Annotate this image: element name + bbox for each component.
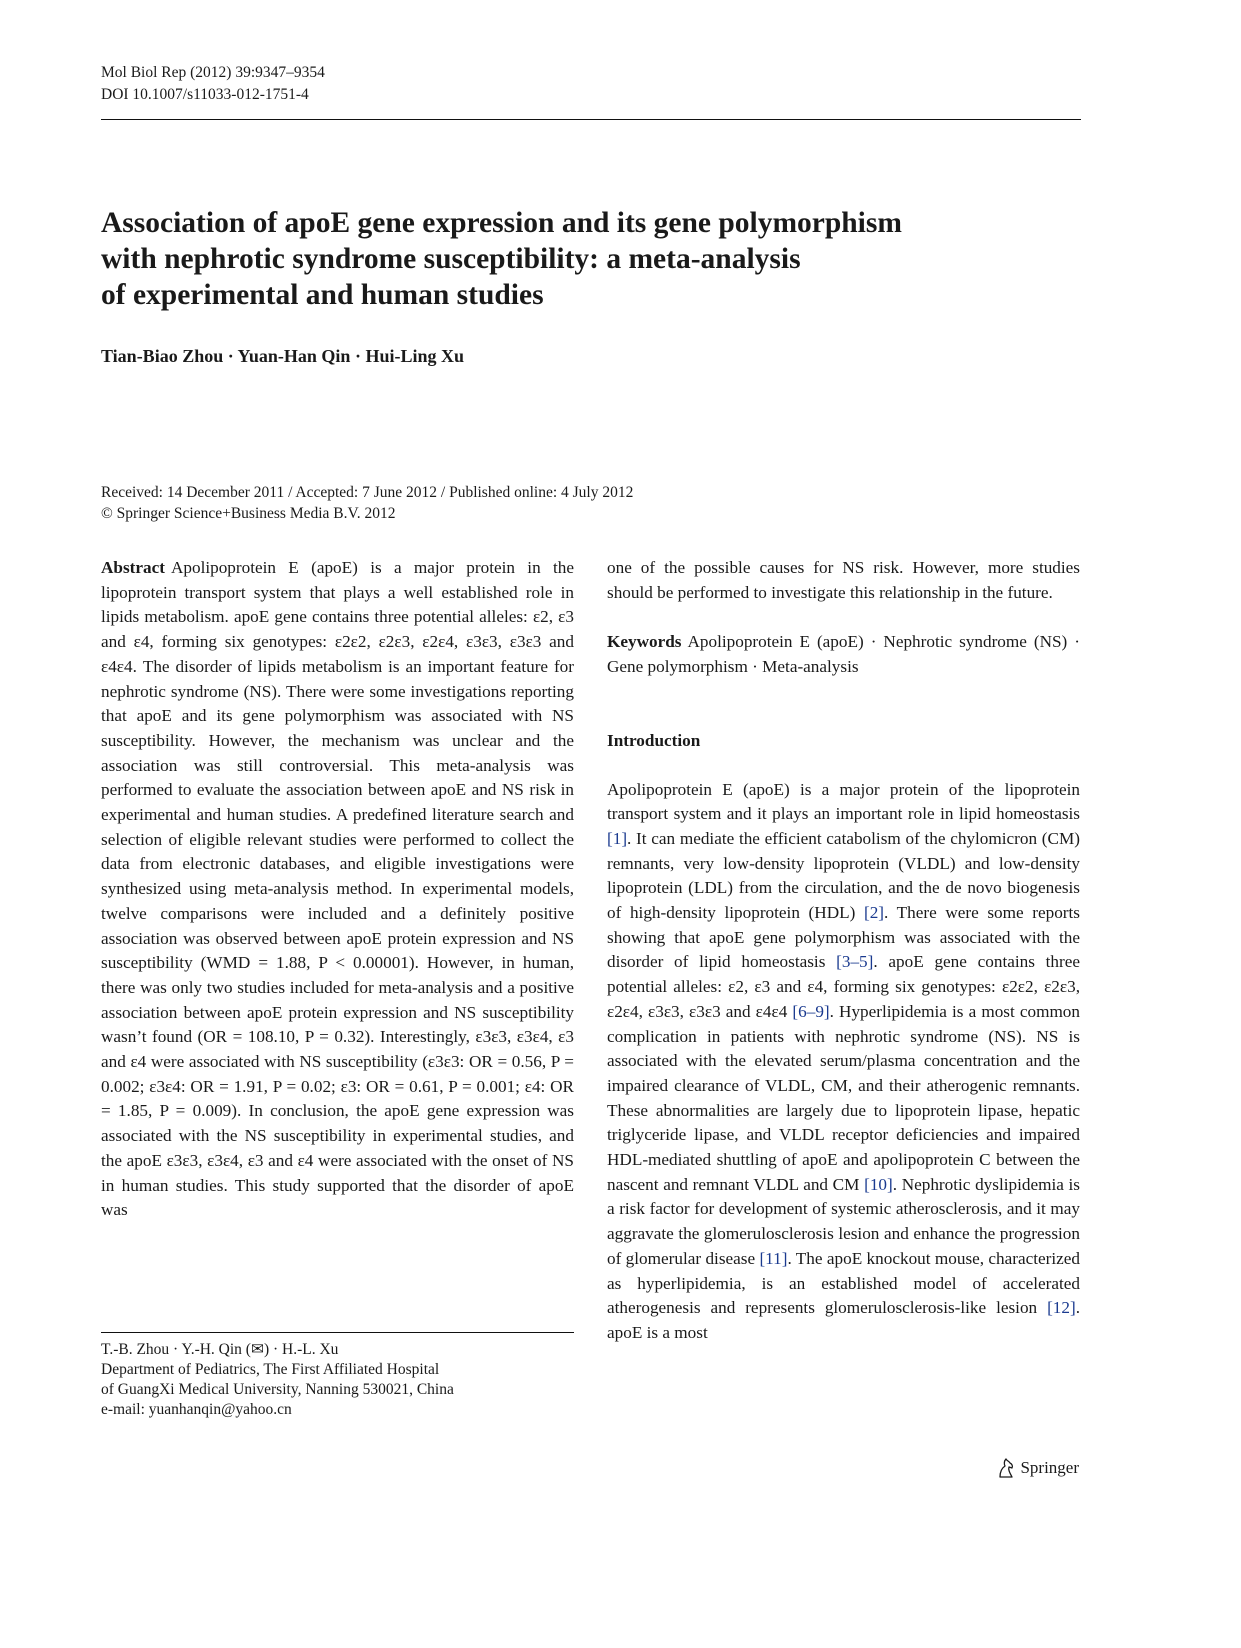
intro-text: . There were some reports showing that apoE gene polymorphism was associated with the disorder of lipid homeostasis <box>607 903 1080 972</box>
section-heading-introduction: Introduction <box>607 730 701 750</box>
copyright-line: © Springer Science+Business Media B.V. 2012 <box>101 505 396 522</box>
article-title <box>101 205 1061 313</box>
footnote-affiliation: Department of Pediatrics, The First Affiliated Hospital <box>101 1361 440 1378</box>
abstract-label: Abstract <box>101 558 165 577</box>
running-header <box>101 62 325 106</box>
intro-text: Apolipoprotein E (apoE) is a major protein of the lipoprotein transport system and it plays an important role in lipid homeostasis <box>607 779 1080 824</box>
right-column <box>607 556 1080 1346</box>
intro-text: . apoE is a most <box>607 1298 1080 1342</box>
citation-link[interactable]: [10] <box>864 1174 893 1194</box>
intro-text: . The apoE knockout mouse, characterized as hyperlipidemia, is an established model of accelerated atherogenesis and represents glomerulosclerosis-like lesion <box>607 1248 1081 1318</box>
header-rule <box>101 119 1081 120</box>
footnote-rule <box>101 1332 574 1333</box>
citation-link[interactable]: [6–9] <box>792 1001 830 1021</box>
intro-text: . apoE gene contains three potential alleles: ε2, ε3 and ε4, forming six genotypes: ε2ε2, ε2ε3, ε2ε4, ε3ε3, ε3ε3 and ε4ε4 <box>607 952 1080 1021</box>
title-line: Association of apoE gene expression and its gene polymorphism <box>101 207 902 239</box>
springer-horse-icon <box>996 1457 1016 1479</box>
author-footnote <box>101 1340 454 1420</box>
intro-text: . It can mediate the efficient catabolism of the chylomicron (CM) remnants, very low-density lipoprotein (VLDL) and low-density lipoprotein (LDL) from the circulation, and the de novo biogenesis of high-density lipoprotein (HDL) <box>607 828 1080 923</box>
citation-link[interactable]: [12] <box>1047 1298 1076 1318</box>
publisher-logo <box>996 1457 1079 1479</box>
footnote-affiliation: of GuangXi Medical University, Nanning 530021, China <box>101 1381 454 1398</box>
intro-text: . Hyperlipidemia is a most common complication in patients with nephrotic syndrome (NS). NS is associated with the elevated serum/plasma concentration and the impaired clearance of VLDL, CM, and their atherogenic remnants. These abnormalities are largely due to lipoprotein lipase, hepatic triglyceride lipase, and VLDL receptor deficiencies and impaired HDL-mediated shuttling of apoE and apolipoprotein C between the nascent and remnant VLDL and CM <box>607 1001 1080 1194</box>
journal-citation: Mol Biol Rep (2012) 39:9347–9354 <box>101 64 325 81</box>
author-list: Tian-Biao Zhou · Yuan-Han Qin · Hui-Ling Xu <box>101 346 464 366</box>
article-history <box>101 482 633 524</box>
publisher-name: Springer <box>1020 1458 1079 1477</box>
citation-link[interactable]: [2] <box>863 903 885 923</box>
keywords-text: Apolipoprotein E (apoE) · Nephrotic syndrome (NS) · Gene polymorphism · Meta-analysis <box>607 632 1080 677</box>
footnote-email[interactable]: e-mail: yuanhanqin@yahoo.cn <box>101 1401 292 1418</box>
footnote-authors: T.-B. Zhou · Y.-H. Qin (✉) · H.-L. Xu <box>101 1341 339 1358</box>
keywords <box>607 630 1080 679</box>
history-dates: Received: 14 December 2011 / Accepted: 7 June 2012 / Published online: 4 July 2012 <box>101 484 634 501</box>
abstract <box>101 556 574 1223</box>
abstract-continuation: one of the possible causes for NS risk. However, more studies should be performed to investigate this relationship in the future. <box>607 558 1080 602</box>
citation-link[interactable]: [3–5] <box>836 952 874 972</box>
keywords-label: Keywords <box>607 632 682 652</box>
title-line: of experimental and human studies <box>101 279 544 311</box>
title-line: with nephrotic syndrome susceptibility: a meta-analysis <box>101 243 801 275</box>
citation-link[interactable]: [1] <box>607 828 628 848</box>
citation-link[interactable]: [11] <box>759 1248 788 1268</box>
doi[interactable]: DOI 10.1007/s11033-012-1751-4 <box>101 86 309 103</box>
left-column <box>101 556 574 1223</box>
introduction-paragraph <box>607 778 1080 1346</box>
intro-text: . Nephrotic dyslipidemia is a risk factor for development of systemic atherosclerosis, and it may aggravate the glomerulosclerosis lesion and enhance the progression of glomerular disease <box>607 1174 1081 1268</box>
abstract-text: Apolipoprotein E (apoE) is a major protein in the lipoprotein transport system that plays a well established role in lipids metabolism. apoE gene contains three potential alleles: ε2, ε3 and ε4, forming six genotypes: ε2ε2, ε2ε3, ε2ε4, ε3ε3, ε3ε3 and ε4ε4. The disorder of lipids metabolism is an important feature for nephrotic syndrome (NS). There were some investigations reporting that apoE and its gene polymorphism was associated with NS susceptibility. However, the mechanism was unclear and the association was still controversial. This meta-analysis was performed to evaluate the association between apoE and NS risk in experimental and human studies. A predefined literature search and selection of eligible relevant studies were performed to collect the data from electronic databases, and eligible investigations were synthesized using meta-analysis method. In experimental models, twelve comparisons were included and a definitely positive association was observed between apoE protein expression and NS susceptibility (WMD = 1.88, P < 0.00001). However, in human, there was only two studies included for meta-analysis and a positive association between apoE protein expression and NS susceptibility wasn’t found (OR = 108.10, P = 0.32). Interestingly, ε3ε3, ε3ε4, ε3 and ε4 were associated with NS susceptibility (ε3ε3: OR = 0.56, P = 0.002; ε3ε4: OR = 1.91, P = 0.02; ε3: OR = 0.61, P = 0.001; ε4: OR = 1.85, P = 0.009). In conclusion, the apoE gene expression was associated with the NS susceptibility in experimental studies, and the apoE ε3ε3, ε3ε4, ε3 and ε4 were associated with the onset of NS in human studies. This study supported that the disorder of apoE was <box>101 558 574 1220</box>
